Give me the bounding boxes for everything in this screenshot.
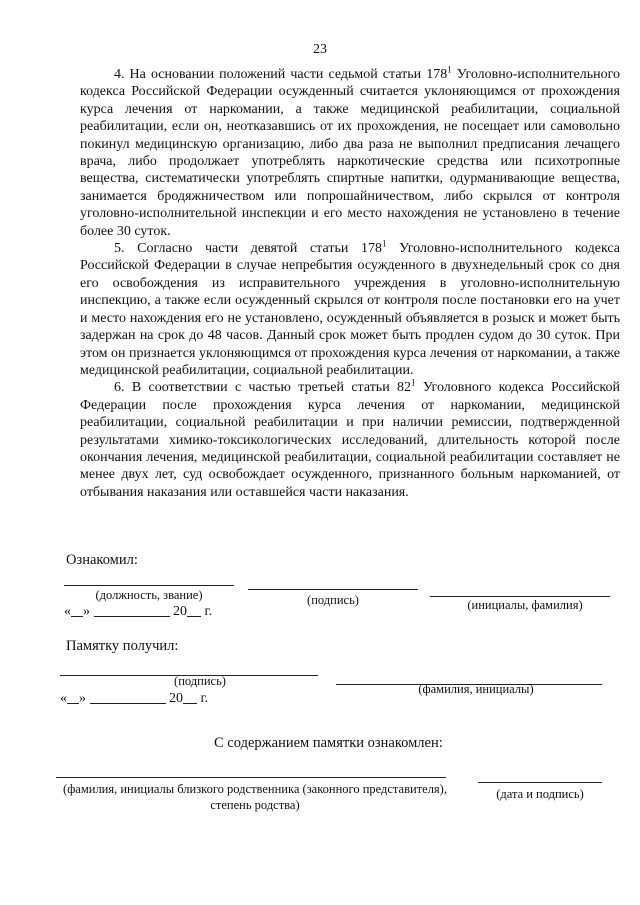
signature-caption: (подпись) bbox=[307, 593, 359, 607]
received-month-blank[interactable] bbox=[90, 690, 166, 704]
initials-caption: (инициалы, фамилия) bbox=[467, 598, 583, 612]
received-date: « » 20 г. bbox=[60, 691, 209, 706]
relative-name-caption: (фамилия, инициалы близкого родственника (законного представителя), степень родства) bbox=[63, 782, 447, 812]
page-number: 23 bbox=[313, 42, 327, 57]
acquainted-date: « » 20 г. bbox=[64, 604, 213, 619]
received-year-blank[interactable] bbox=[183, 690, 197, 704]
relative-name-line[interactable] bbox=[56, 777, 446, 778]
relative-date-caption: (дата и подпись) bbox=[496, 787, 584, 801]
position-line[interactable] bbox=[64, 585, 234, 586]
month-blank[interactable] bbox=[94, 603, 170, 617]
day-blank[interactable] bbox=[71, 603, 83, 617]
signature-line[interactable] bbox=[248, 589, 418, 590]
year-blank[interactable] bbox=[187, 603, 201, 617]
received-signature-caption: (подпись) bbox=[174, 674, 226, 688]
document-body bbox=[80, 66, 620, 501]
initials-line[interactable] bbox=[430, 596, 610, 597]
received-name-caption: (фамилия, инициалы) bbox=[418, 682, 534, 696]
received-label: Памятку получил: bbox=[66, 638, 179, 654]
paragraph-5: 5. Согласно части девятой статьи $178^1$ Уголовно-исполнительного кодекса Российской Федерации в случае непребытия осужденного в двухнедельный срок со дня его освобождения из исправительного учреждения в уголовно-исполнительную инспекцию, а также если осужденный скрылся от контроля после постановки его на учет и место нахождения его не установлено, осужденный объявляется в розыск и может быть задержан на срок до 48 часов. Данный срок может быть продлен судом до 30 суток. При этом он признается уклоняющимся от прохождения курса лечения от наркомании, а также медицинской реабилитации, социальной реабилитации. bbox=[80, 238, 620, 378]
relative-date-line[interactable] bbox=[478, 782, 602, 783]
received-day-blank[interactable] bbox=[67, 690, 79, 704]
paragraph-4: 4. На основании положений части седьмой статьи $178^1$ Уголовно-исполнительного кодекса Российской Федерации осужденный считается уклоняющимся от прохождения курса лечения от наркомании, а также медицинской реабилитации, социальной реабилитации, если он, неотказавшись от их прохождения, не посещает или самовольно покинул медицинскую организацию, либо два раза не выполнил предписания лечащего врача, либо продолжает употреблять наркотические средства или психотропные вещества, систематически употреблять спиртные напитки, одурманивающие вещества, занимается бродяжничеством или попрошайничеством, либо скрылся от контроля уголовно-исполнительной инспекции и его место нахождения не установлено в течение более 30 суток. bbox=[80, 64, 620, 239]
paragraph-6: 6. В соответствии с частью третьей статьи $82^1$ Уголовного кодекса Российской Федерации после прохождения курса лечения от наркомании, медицинской реабилитации, социальной реабилитации и при наличии ремиссии, подтвержденной результатами химико-токсикологических исследований, длительность которой после окончания лечения, медицинской реабилитации, социальной реабилитации составляет не менее двух лет, суд освобождает осужденного, признанного больным наркоманией, от отбывания наказания или оставшейся части наказания. bbox=[80, 377, 620, 500]
relative-heading: С содержанием памятки ознакомлен: bbox=[214, 735, 443, 751]
acquainted-label: Ознакомил: bbox=[66, 552, 138, 568]
position-caption: (должность, звание) bbox=[95, 588, 203, 602]
